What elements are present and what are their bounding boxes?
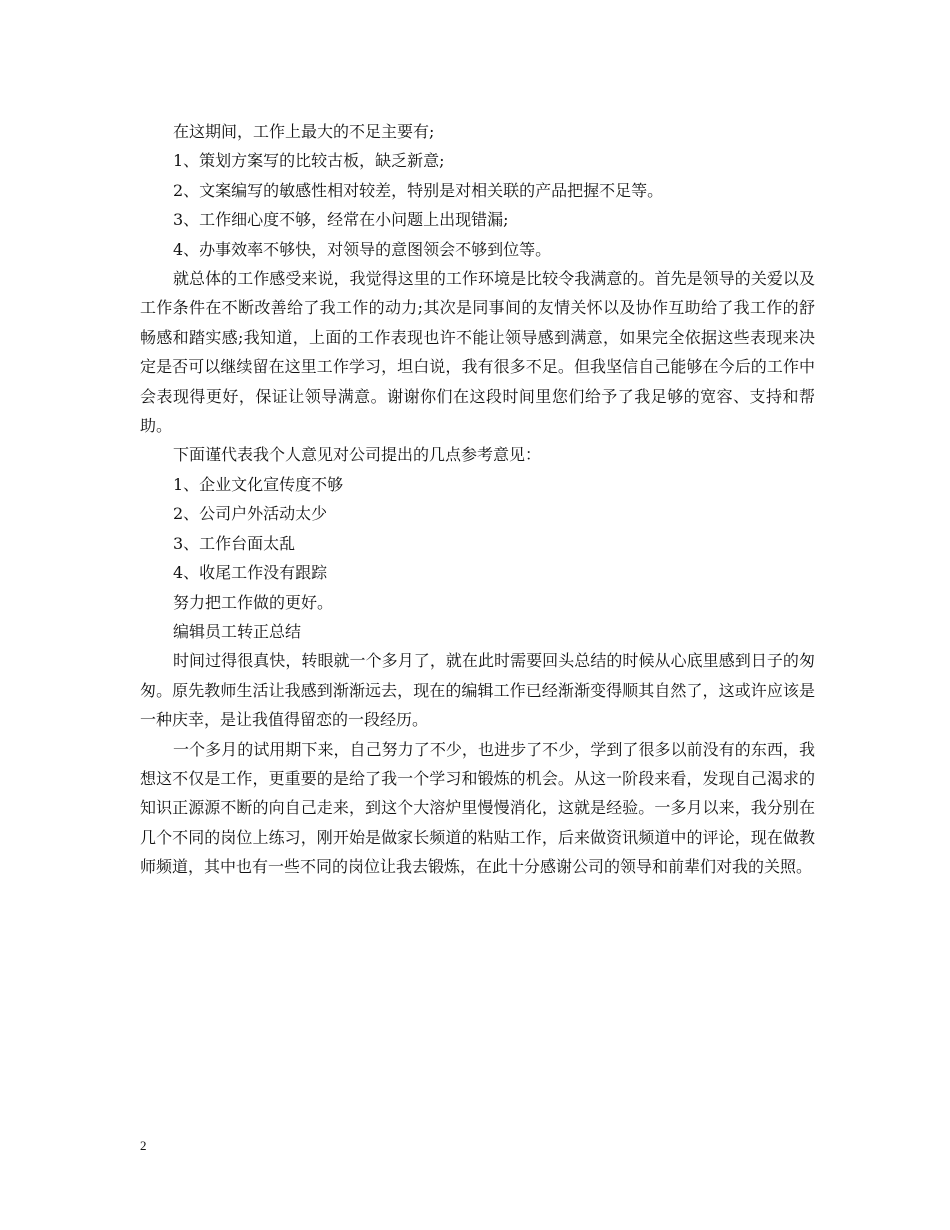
list-item: 3、工作台面太乱 <box>173 533 296 553</box>
section-title: 编辑员工转正总结 <box>173 621 302 641</box>
paragraph: 时间过得很真快，转眼就一个多月了，就在此时需要回头总结的时候从心底里感到日子的匆匆。原先教师生活让我感到渐渐远去，现在的编辑工作已经渐渐变得顺其自然了，这或许应该是一种庆幸，是让我值得留恋的一段经历。 <box>140 651 815 730</box>
paragraph: 就总体的工作感受来说，我觉得这里的工作环境是比较令我满意的。首先是领导的关爱以及工作条件在不断改善给了我工作的动力;其次是同事间的友情关怀以及协作互助给了我工作的舒畅感和踏实感;我知道，上面的工作表现也许不能让领导感到满意，如果完全依据这些表现来决定是否可以继续留在这里工作学习，坦白说，我有很多不足。但我坚信自己能够在今后的工作中会表现得更好，保证让领导满意。谢谢你们在这段时间里您们给予了我足够的宽容、支持和帮助。 <box>140 269 815 436</box>
list-item: 2、公司户外活动太少 <box>173 504 328 524</box>
paragraph: 努力把工作做的更好。 <box>173 592 334 612</box>
list-item: 3、工作细心度不够，经常在小问题上出现错漏; <box>173 210 509 230</box>
list-item: 2、文案编写的敏感性相对较差，特别是对相关联的产品把握不足等。 <box>173 180 664 200</box>
paragraph: 一个多月的试用期下来，自己努力了不少，也进步了不少，学到了很多以前没有的东西，我想这不仅是工作，更重要的是给了我一个学习和锻炼的机会。从这一阶段来看，发现自己渴求的知识正源源不断的向自己走来，到这个大溶炉里慢慢消化，这就是经验。一多月以来，我分别在几个不同的岗位上练习，刚开始是做家长频道的粘贴工作，后来做资讯频道中的评论，现在做教师频道，其中也有一些不同的岗位让我去锻炼，在此十分感谢公司的领导和前辈们对我的关照。 <box>140 739 815 877</box>
list-item: 1、策划方案写的比较古板，缺乏新意; <box>173 151 445 171</box>
paragraph: 在这期间，工作上最大的不足主要有; <box>173 122 435 141</box>
list-item: 4、办事效率不够快，对领导的意图领会不够到位等。 <box>173 239 552 259</box>
page-number: 2 <box>140 1138 147 1153</box>
document-body <box>140 117 815 882</box>
list-item: 1、企业文化宣传度不够 <box>173 474 344 494</box>
list-item: 4、收尾工作没有跟踪 <box>173 563 328 583</box>
paragraph: 下面谨代表我个人意见对公司提出的几点参考意见： <box>173 445 542 465</box>
